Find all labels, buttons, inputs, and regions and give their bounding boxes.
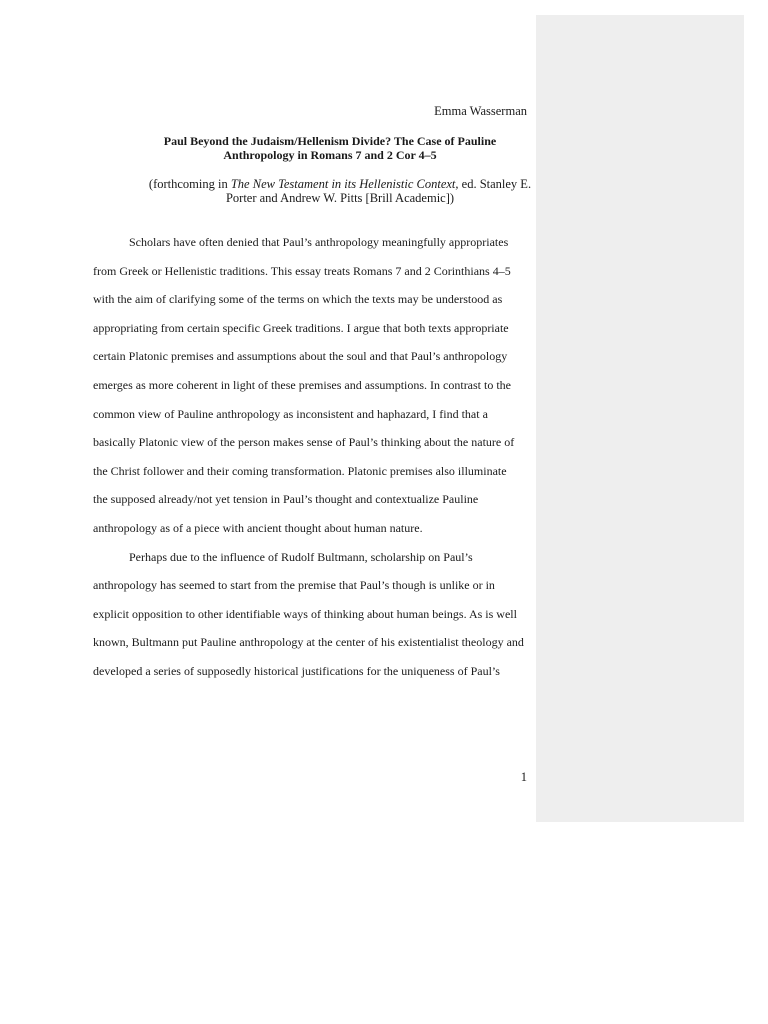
paragraph-line: explicit opposition to other identifiable ways of thinking about human beings. As is well (93, 606, 517, 621)
paragraph-line: Perhaps due to the influence of Rudolf Bultmann, scholarship on Paul’s (129, 549, 473, 564)
publication-note-line (130, 177, 550, 191)
publication-suffix: ed. Stanley E. (458, 177, 532, 191)
publication-note (130, 177, 550, 205)
paragraph-line: common view of Pauline anthropology as inconsistent and haphazard, I find that a (93, 406, 488, 421)
body-text (93, 228, 533, 686)
paragraph-line: from Greek or Hellenistic traditions. This essay treats Romans 7 and 2 Corinthians 4–5 (93, 263, 511, 278)
paragraph-line: the supposed already/not yet tension in Paul’s thought and contextualize Pauline (93, 492, 479, 507)
book-title: The New Testament in its Hellenistic Context, (230, 177, 459, 191)
author-name: Emma Wasserman (434, 104, 527, 118)
title-line: Anthropology in Romans 7 and 2 Cor 4–5 (223, 148, 437, 162)
publication-note-line: Porter and Andrew W. Pitts [Brill Academic]) (225, 191, 455, 205)
paragraph-line: anthropology as of a piece with ancient thought about human nature. (93, 520, 423, 535)
paragraph-line: anthropology has seemed to start from the premise that Paul’s though is unlike or in (93, 578, 495, 593)
paragraph-line: known, Bultmann put Pauline anthropology at the center of his existentialist theology and (93, 635, 524, 650)
paragraph-line: Scholars have often denied that Paul’s anthropology meaningfully appropriates (129, 235, 509, 249)
paragraph-line: developed a series of supposedly historical justifications for the uniqueness of Paul’s (93, 663, 500, 678)
paragraph-line: the Christ follower and their coming transformation. Platonic premises also illuminate (93, 463, 507, 478)
paper-title (120, 134, 540, 162)
paragraph-line: basically Platonic view of the person makes sense of Paul’s thinking about the nature of (93, 435, 515, 450)
title-line: Paul Beyond the Judaism/Hellenism Divide? The Case of Pauline (163, 134, 497, 148)
comment-margin-pane (536, 15, 744, 822)
publication-prefix: (forthcoming in (148, 177, 231, 191)
paragraph-line: appropriating from certain specific Greek traditions. I argue that both texts appropriate (93, 320, 509, 335)
paragraph-line: certain Platonic premises and assumptions about the soul and that Paul’s anthropology (93, 349, 508, 364)
paragraph-line: emerges as more coherent in light of these premises and assumptions. In contrast to the (93, 377, 512, 392)
paragraph-line: with the aim of clarifying some of the terms on which the texts may be understood as (93, 292, 503, 307)
page-number: 1 (520, 770, 527, 784)
